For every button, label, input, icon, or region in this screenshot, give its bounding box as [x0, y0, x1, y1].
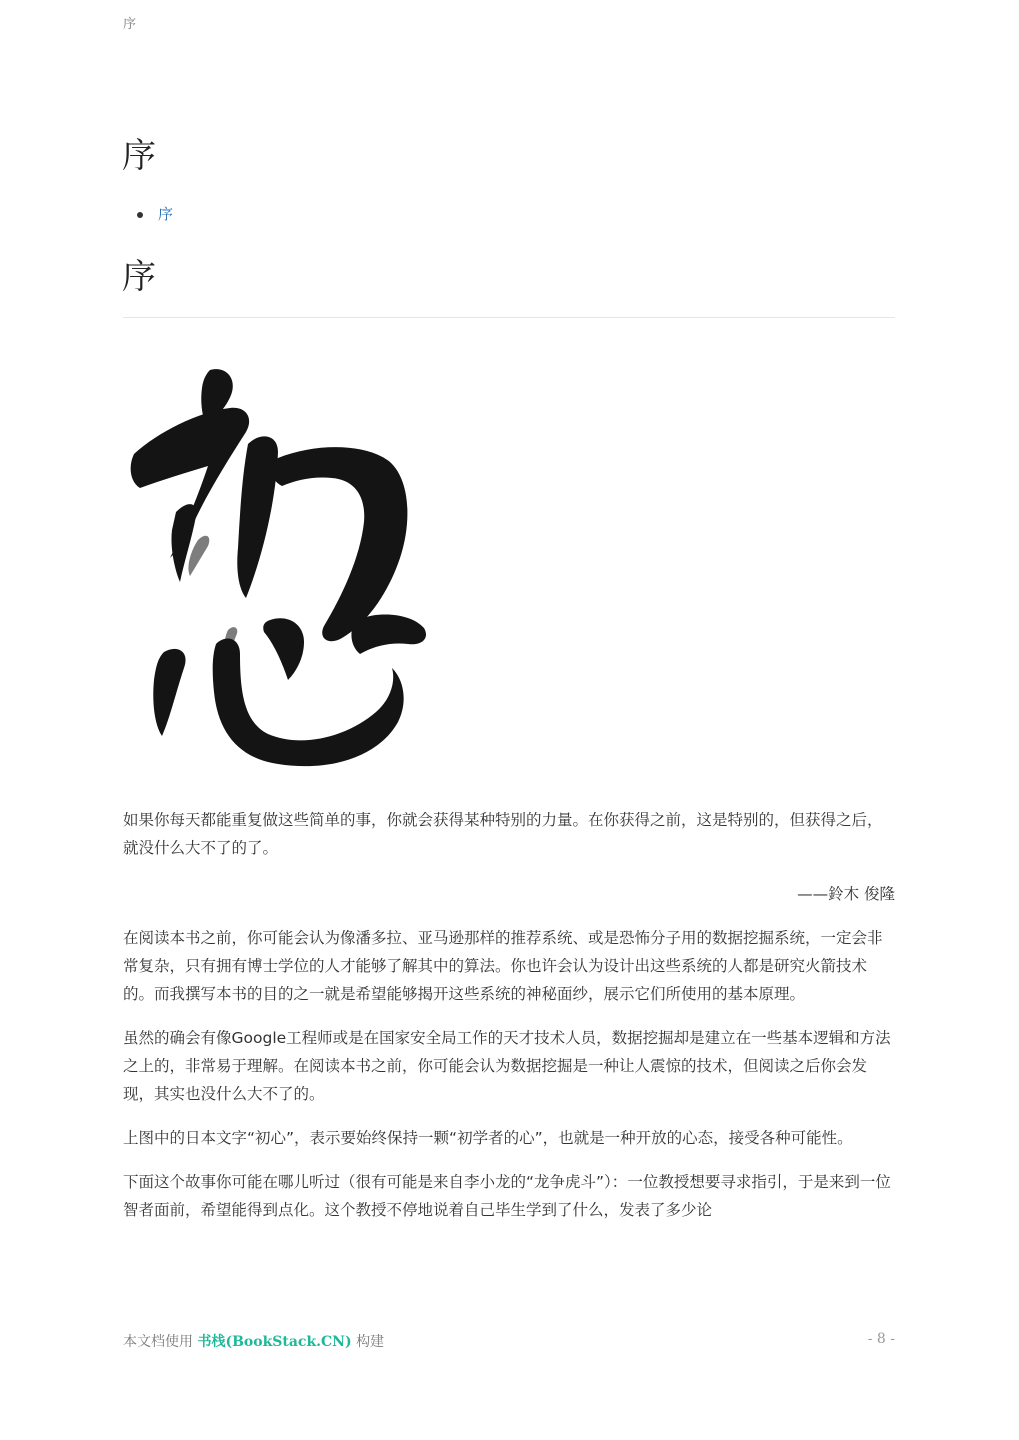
toc-item — [123, 202, 173, 226]
paragraph: 上图中的日本文字“初心”，表示要始终保持一颗“初学者的心”，也就是一种开放的心态，接受各种可能性。 — [123, 1129, 853, 1147]
page-title: 序 — [122, 136, 156, 176]
paragraph: 下面这个故事你可能在哪儿听过（很有可能是来自李小龙的“龙争虎斗”）：一位教授想要寻求指引，于是来到一位智者面前，希望能得到点化。这个教授不停地说着自己毕生学到了什么，发表了多少论 — [123, 1173, 891, 1219]
paragraph: 虽然的确会有像Google工程师或是在国家安全局工作的天才技术人员，数据挖掘却是建立在一些基本逻辑和方法之上的，非常易于理解。在阅读本书之前，你可能会认为数据挖掘是一种让人震惊的技术，但阅读之后你会发现，其实也没什么大不了的。 — [123, 1029, 891, 1103]
page-number: - 8 - — [867, 1331, 895, 1347]
epigraph-quote: 如果你每天都能重复做这些简单的事，你就会获得某种特别的力量。在你获得之前，这是特别的，但获得之后，就没什么大不了的了。 — [123, 811, 883, 857]
toc-link[interactable]: 序 — [158, 205, 174, 223]
footer-suffix: 构建 — [356, 1334, 385, 1350]
footer-brand-link[interactable]: 书栈(BookStack.CN) — [197, 1334, 352, 1350]
paragraph: 在阅读本书之前，你可能会认为像潘多拉、亚马逊那样的推荐系统、或是恐怖分子用的数据挖掘系统，一定会非常复杂，只有拥有博士学位的人才能够了解其中的算法。你也许会认为设计出这些系统的人都是研究火箭技术的。而我撰写本书的目的之一就是希望能够揭开这些系统的神秘面纱，展示它们所使用的基本原理。 — [123, 929, 883, 1003]
table-of-contents — [123, 202, 173, 226]
footer-credit — [123, 1331, 384, 1351]
section-divider — [123, 317, 895, 318]
epigraph-attribution: ——鈴木 俊隆 — [797, 885, 895, 903]
footer-prefix: 本文档使用 — [123, 1334, 193, 1350]
content-body — [123, 806, 895, 1240]
calligraphy-image — [128, 362, 438, 772]
section-title: 序 — [122, 257, 156, 297]
running-header: 序 — [123, 17, 137, 32]
